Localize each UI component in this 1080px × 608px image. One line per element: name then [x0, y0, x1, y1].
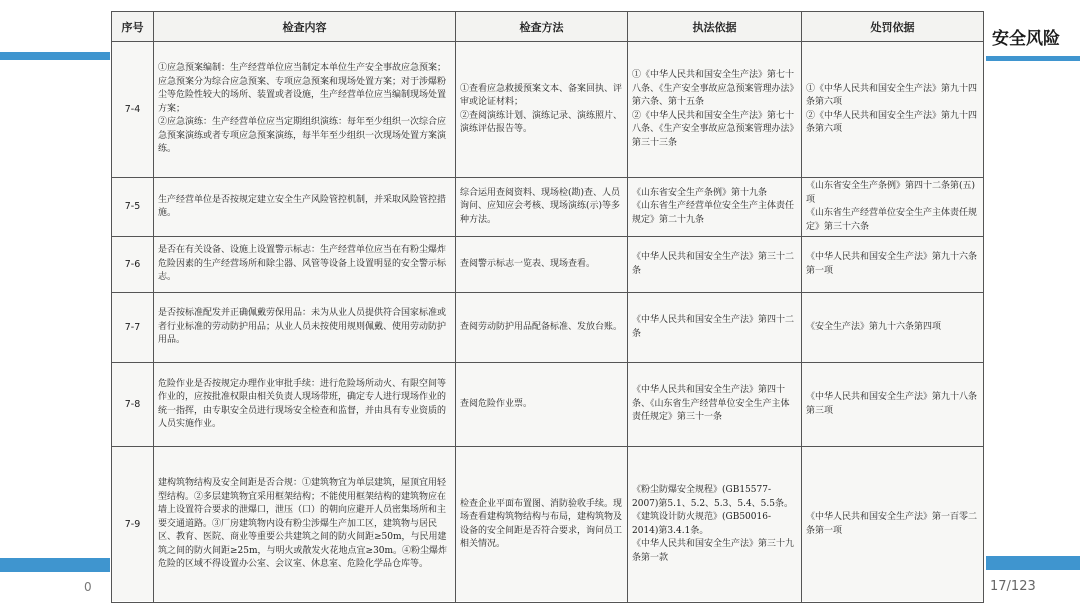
header-serial-number: 序号: [112, 12, 154, 42]
footer-left-text: 0: [84, 580, 92, 594]
enforcement-basis-cell: 《中华人民共和国安全生产法》第四十二条: [628, 293, 802, 363]
row-number: 7-9: [112, 447, 154, 603]
inspection-method-cell: ①查看应急救援预案文本、备案回执、评审或论证材料； ②查阅演练计划、演练记录、演练照片、演练评估报告等。: [456, 42, 628, 178]
penalty-basis-cell: 《安全生产法》第九十六条第四项: [802, 293, 984, 363]
enforcement-basis-cell: 《中华人民共和国安全生产法》第四十条、《山东省生产经营单位安全生产主体责任规定》第三十一条: [628, 363, 802, 447]
table-row: [112, 237, 984, 293]
row-number: 7-5: [112, 178, 154, 237]
accent-bar-bottom-right: [986, 556, 1080, 570]
accent-bar-bottom-left: [0, 558, 110, 572]
header-penalty-basis: 处罚依据: [802, 12, 984, 42]
table-header-row: [112, 12, 984, 42]
penalty-basis-cell: 《中华人民共和国安全生产法》第九十八条第三项: [802, 363, 984, 447]
inspection-table: [111, 11, 984, 603]
inspection-content-cell: 是否按标准配发并正确佩戴劳保用品：未为从业人员提供符合国家标准或者行业标准的劳动防护用品；从业人员未按使用规则佩戴、使用劳动防护用品。: [154, 293, 456, 363]
inspection-method-cell: 查阅劳动防护用品配备标准、发放台账。: [456, 293, 628, 363]
inspection-method-cell: 综合运用查阅资料、现场检(勘)查、人员询问、应知应会考核、现场演练(示)等多种方法。: [456, 178, 628, 237]
row-number: 7-4: [112, 42, 154, 178]
inspection-content-cell: 生产经营单位是否按规定建立安全生产风险管控机制，并采取风险管控措施。: [154, 178, 456, 237]
slide-title: 安全风险: [992, 29, 1060, 49]
inspection-content-cell: 建构筑物结构及安全间距是否合规：①建筑物宜为单层建筑，屋顶宜用轻型结构。②多层建筑物宜采用框架结构；不能使用框架结构的建筑物应在墙上设置符合要求的泄爆口，泄压（口）的朝向应避开人员密集场所和主要交通道路。③厂房建筑物内设有粉尘涉爆生产加工区，建筑物与居民区、教育、医院、商业等重要公共建筑之间的防火间距≥50m，与民用建筑之间的防火间距≥25m，与明火或散发火花地点宜≥30m。④粉尘爆炸危险的区域不得设置办公室、会议室、休息室、危险化学品仓库等。: [154, 447, 456, 603]
header-enforcement-basis: 执法依据: [628, 12, 802, 42]
enforcement-basis-cell: 《山东省安全生产条例》第十九条 《山东省生产经营单位安全生产主体责任规定》第二十九条: [628, 178, 802, 237]
header-inspection-method: 检查方法: [456, 12, 628, 42]
enforcement-basis-cell: 《粉尘防爆安全规程》(GB15577-2007)第5.1、5.2、5.3、5.4、5.5条。 《建筑设计防火规范》(GB50016-2014)第3.4.1条。 《中华人民共和国安全生产法》第三十九条第一款: [628, 447, 802, 603]
penalty-basis-cell: ①《中华人民共和国安全生产法》第九十四条第六项 ②《中华人民共和国安全生产法》第九十四条第六项: [802, 42, 984, 178]
page-number: 17/123: [990, 579, 1036, 594]
table-row: [112, 293, 984, 363]
table-row: [112, 447, 984, 603]
table-row: [112, 178, 984, 237]
header-inspection-content: 检查内容: [154, 12, 456, 42]
accent-bar-top-left: [0, 52, 110, 60]
inspection-content-cell: 危险作业是否按规定办理作业审批手续：进行危险场所动火、有限空间等作业的，应按批准权限由相关负责人现场带班，确定专人进行现场作业的统一指挥，由专职安全员进行现场安全检查和监督，并由具有专业资质的人员实施作业。: [154, 363, 456, 447]
accent-bar-top-right: [986, 56, 1080, 61]
enforcement-basis-cell: ①《中华人民共和国安全生产法》第七十八条、《生产安全事故应急预案管理办法》第六条、第十五条 ②《中华人民共和国安全生产法》第七十八条、《生产安全事故应急预案管理办法》第三十三条: [628, 42, 802, 178]
enforcement-basis-cell: 《中华人民共和国安全生产法》第三十二条: [628, 237, 802, 293]
inspection-method-cell: 检查企业平面布置图、消防验收手续。现场查看建构筑物结构与布局，建构筑物及设备的安全间距是否符合要求，询问员工相关情况。: [456, 447, 628, 603]
row-number: 7-6: [112, 237, 154, 293]
penalty-basis-cell: 《中华人民共和国安全生产法》第一百零二条第一项: [802, 447, 984, 603]
table-row: [112, 363, 984, 447]
row-number: 7-7: [112, 293, 154, 363]
inspection-method-cell: 查阅危险作业票。: [456, 363, 628, 447]
inspection-content-cell: 是否在有关设备、设施上设置警示标志：生产经营单位应当在有粉尘爆炸危险因素的生产经营场所和除尘器、风管等设备上设置明显的安全警示标志。: [154, 237, 456, 293]
inspection-content-cell: ①应急预案编制：生产经营单位应当制定本单位生产安全事故应急预案；应急预案分为综合应急预案、专项应急预案和现场处置方案；对于涉爆粉尘等危险性较大的场所、装置或者设施，生产经营单位应当编制现场处置方案； ②应急演练：生产经营单位应当定期组织演练：每年至少组织一次综合应急预案演练或者专项应急预案演练，每半年至少组织一次现场处置方案演练。: [154, 42, 456, 178]
penalty-basis-cell: 《山东省安全生产条例》第四十二条第(五)项 《山东省生产经营单位安全生产主体责任规定》第三十六条: [802, 178, 984, 237]
table-row: [112, 42, 984, 178]
inspection-method-cell: 查阅警示标志一览表、现场查看。: [456, 237, 628, 293]
inspection-table-image: [111, 11, 983, 601]
penalty-basis-cell: 《中华人民共和国安全生产法》第九十六条第一项: [802, 237, 984, 293]
row-number: 7-8: [112, 363, 154, 447]
